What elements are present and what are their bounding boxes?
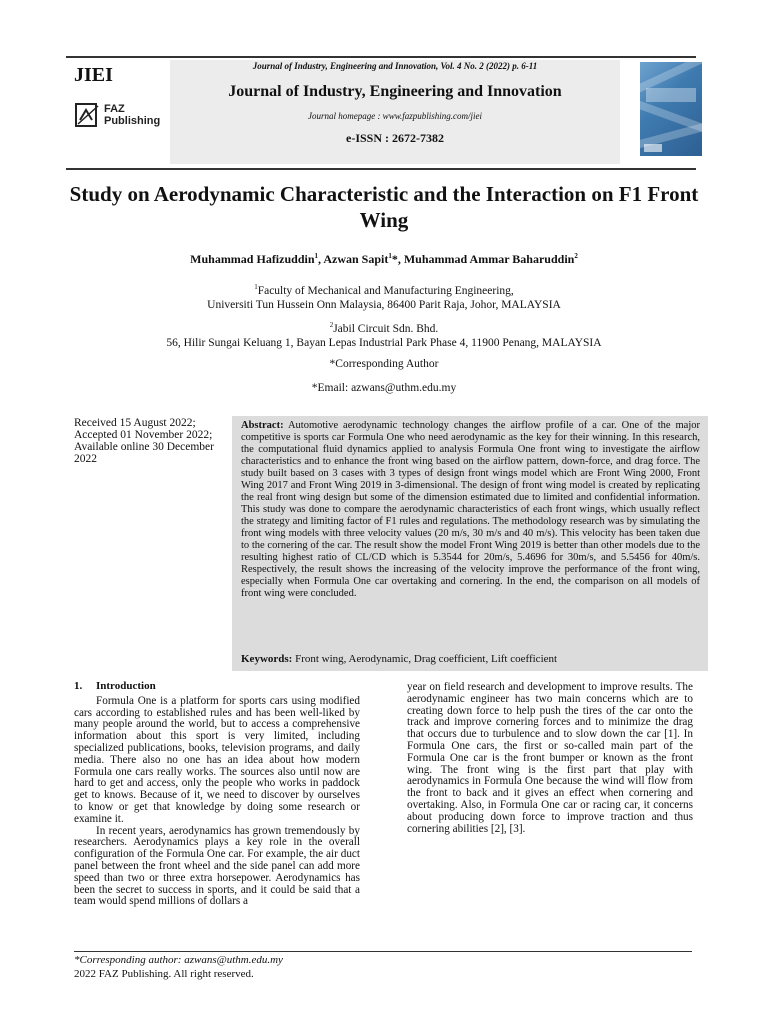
issn-line: e-ISSN : 2672-7382: [346, 131, 444, 145]
journal-acronym: JIEI: [74, 64, 113, 86]
author-affiliation-mark: 2: [574, 252, 578, 260]
publisher-line-1: FAZ: [104, 103, 125, 115]
journal-header: [66, 56, 696, 170]
journal-title: Journal of Industry, Engineering and Innovation: [228, 83, 562, 100]
affiliation-line: 56, Hilir Sungai Keluang 1, Bayan Lepas Industrial Park Phase 4, 11900 Penang, MALAYSIA: [166, 336, 602, 349]
online-date: Available online 30 December 2022: [74, 441, 214, 465]
author-name[interactable]: Muhammad Hafizuddin: [190, 252, 315, 266]
body-paragraph: Formula One is a platform for sports cars using modified cars according to established rules and has been well-liked by many people around the world, but to access a comprehensive information about this sport is very limited, including specialized publications, books, television programs, and daily media. There also no one has an idea about how modern Formula one cars really works. The sources also until now are hard to get and access, only the people who works in paddock get to knows. Because of it, we need to discover by ourselves to know or get that knowledge by doing some research or examine it.: [74, 694, 360, 825]
keywords-label: Keywords:: [241, 653, 293, 665]
publisher-line-2: Publishing: [104, 115, 161, 127]
section-heading: [74, 681, 360, 693]
affiliation-line: Universiti Tun Hussein Onn Malaysia, 86400 Parit Raja, Johor, MALAYSIA: [207, 298, 561, 311]
cover-logo-mark: [644, 144, 662, 152]
corresponding-mark: *: [391, 252, 398, 266]
abstract-box: [232, 416, 708, 671]
footer-copyright: 2022 FAZ Publishing. All right reserved.: [74, 968, 254, 980]
affiliation-line: Jabil Circuit Sdn. Bhd.: [333, 322, 439, 335]
body-paragraph: In recent years, aerodynamics has grown tremendously by researchers. Aerodynamics plays a key role in the overall configuration of the Formula One car. For example, the air duct panel between the front wheel and the side panel can add more speed than two or three extra horsepower. Aerodynamics has been the secret to success in sports, and it could be said that a team would spend millions of dollars a: [74, 824, 360, 908]
author-separator: ,: [318, 252, 324, 266]
corresponding-email[interactable]: *Email: azwans@uthm.edu.my: [311, 382, 457, 394]
journal-logo-block: [72, 62, 168, 162]
body-column-right: [407, 682, 693, 835]
journal-info-panel: [170, 60, 620, 164]
abstract-text: Automotive aerodynamic technology changes the airflow profile of a car. One of the major competitive is sports car Formula One who need aerodynamic as the key for their winning. In this research, the computational fluid dynamics applied to analysis Formula One front wing to investigate the airflow characteristics and to enhance the front wing based on the airflow pattern, down-force, and drag force. The study built based on 3 cases with 3 types of design front wings model which are Front Wing 2000, Front Wing 2017 and Front Wing 2019 in 3-dimensional. The design of front wing model is created by replicating the real front wing design but some of the dimension estimated due to limited and confidential information. This study was done to compare the aerodynamic characteristics of each front wings, which usually reflect the strategy and limiting factor of F1 rules and regulations. The methodology research was by simulating the front wing models with three velocity values (20 m/s, 30 m/s and 40 m/s). This velocity has been taken due to the cornering of the car. The result show the model Front Wing 2019 is better than other models due to the resulting highest ratio of CL/CD which is 5.3544 for 20m/s, 5.4696 for 30m/s, and 5.5456 for 40m/s. Respectively, the result shows the increasing of the velocity improve the performance of the front wing, especially when Formula One car overtaking and cornering. In the end, the comparison on all models of front wing were concluded.: [241, 420, 701, 599]
keywords-line: [241, 653, 557, 665]
affiliation-line: Faculty of Mechanical and Manufacturing Engineering,: [257, 284, 514, 297]
citation-line: Journal of Industry, Engineering and Innovation, Vol. 4 No. 2 (2022) p. 6-11: [252, 61, 538, 71]
body-column-left: [74, 681, 360, 908]
affiliation-1: [66, 280, 702, 312]
body-paragraph: year on field research and development to improve results. The aerodynamic engineer has two main concerns which are to creating down force to help push the tires of the car onto the track and improve cornering forces and to minimize the drag that occurs due to turbulence and to slow down the car [1]. In Formula One cars, the first or so-called main part of the Formula One car is the front bumper or known as the front wing. The front wing is the first part that play with aerodynamics in Formula One because the wind will flow from the front to back and it gives an effect when cornering and overtaking. Also, in Formula One car or racing car, it concerns about producing down force to improve traction and thus cornering abilities [2], [3].: [407, 681, 693, 835]
received-date: Received 15 August 2022;: [74, 417, 196, 429]
author-list: [66, 252, 702, 267]
abstract-label: Abstract:: [241, 420, 284, 431]
affiliation-mark: 2: [329, 321, 334, 329]
cover-title-block: [646, 88, 696, 102]
article-dates: [74, 417, 230, 465]
journal-homepage[interactable]: Journal homepage : www.fazpublishing.com/jiei: [307, 111, 483, 121]
corresponding-author-note: *Corresponding Author: [329, 358, 439, 370]
author-affiliation-mark: 1: [314, 252, 318, 260]
author-name[interactable]: Muhammad Ammar Baharuddin: [403, 252, 575, 266]
author-separator: ,: [397, 252, 404, 266]
journal-cover-image: [640, 62, 702, 156]
faz-publishing-logo-icon: [74, 102, 102, 128]
affiliation-mark: 1: [254, 283, 258, 291]
author-affiliation-mark: 1: [388, 252, 392, 260]
article-title: Study on Aerodynamic Characteristic and the Interaction on F1 Front Wing: [69, 182, 699, 232]
section-title: Introduction: [96, 680, 156, 692]
footer-divider: [74, 951, 692, 952]
accepted-date: Accepted 01 November 2022;: [74, 429, 213, 441]
affiliation-2: [66, 318, 702, 350]
footer-corresponding: *Corresponding author: azwans@uthm.edu.my: [74, 954, 283, 966]
author-name[interactable]: Azwan Sapit: [323, 252, 389, 266]
section-number: 1.: [74, 680, 83, 692]
keywords-text: Front wing, Aerodynamic, Drag coefficient, Lift coefficient: [295, 653, 558, 665]
publisher-logo-text: [104, 103, 160, 127]
